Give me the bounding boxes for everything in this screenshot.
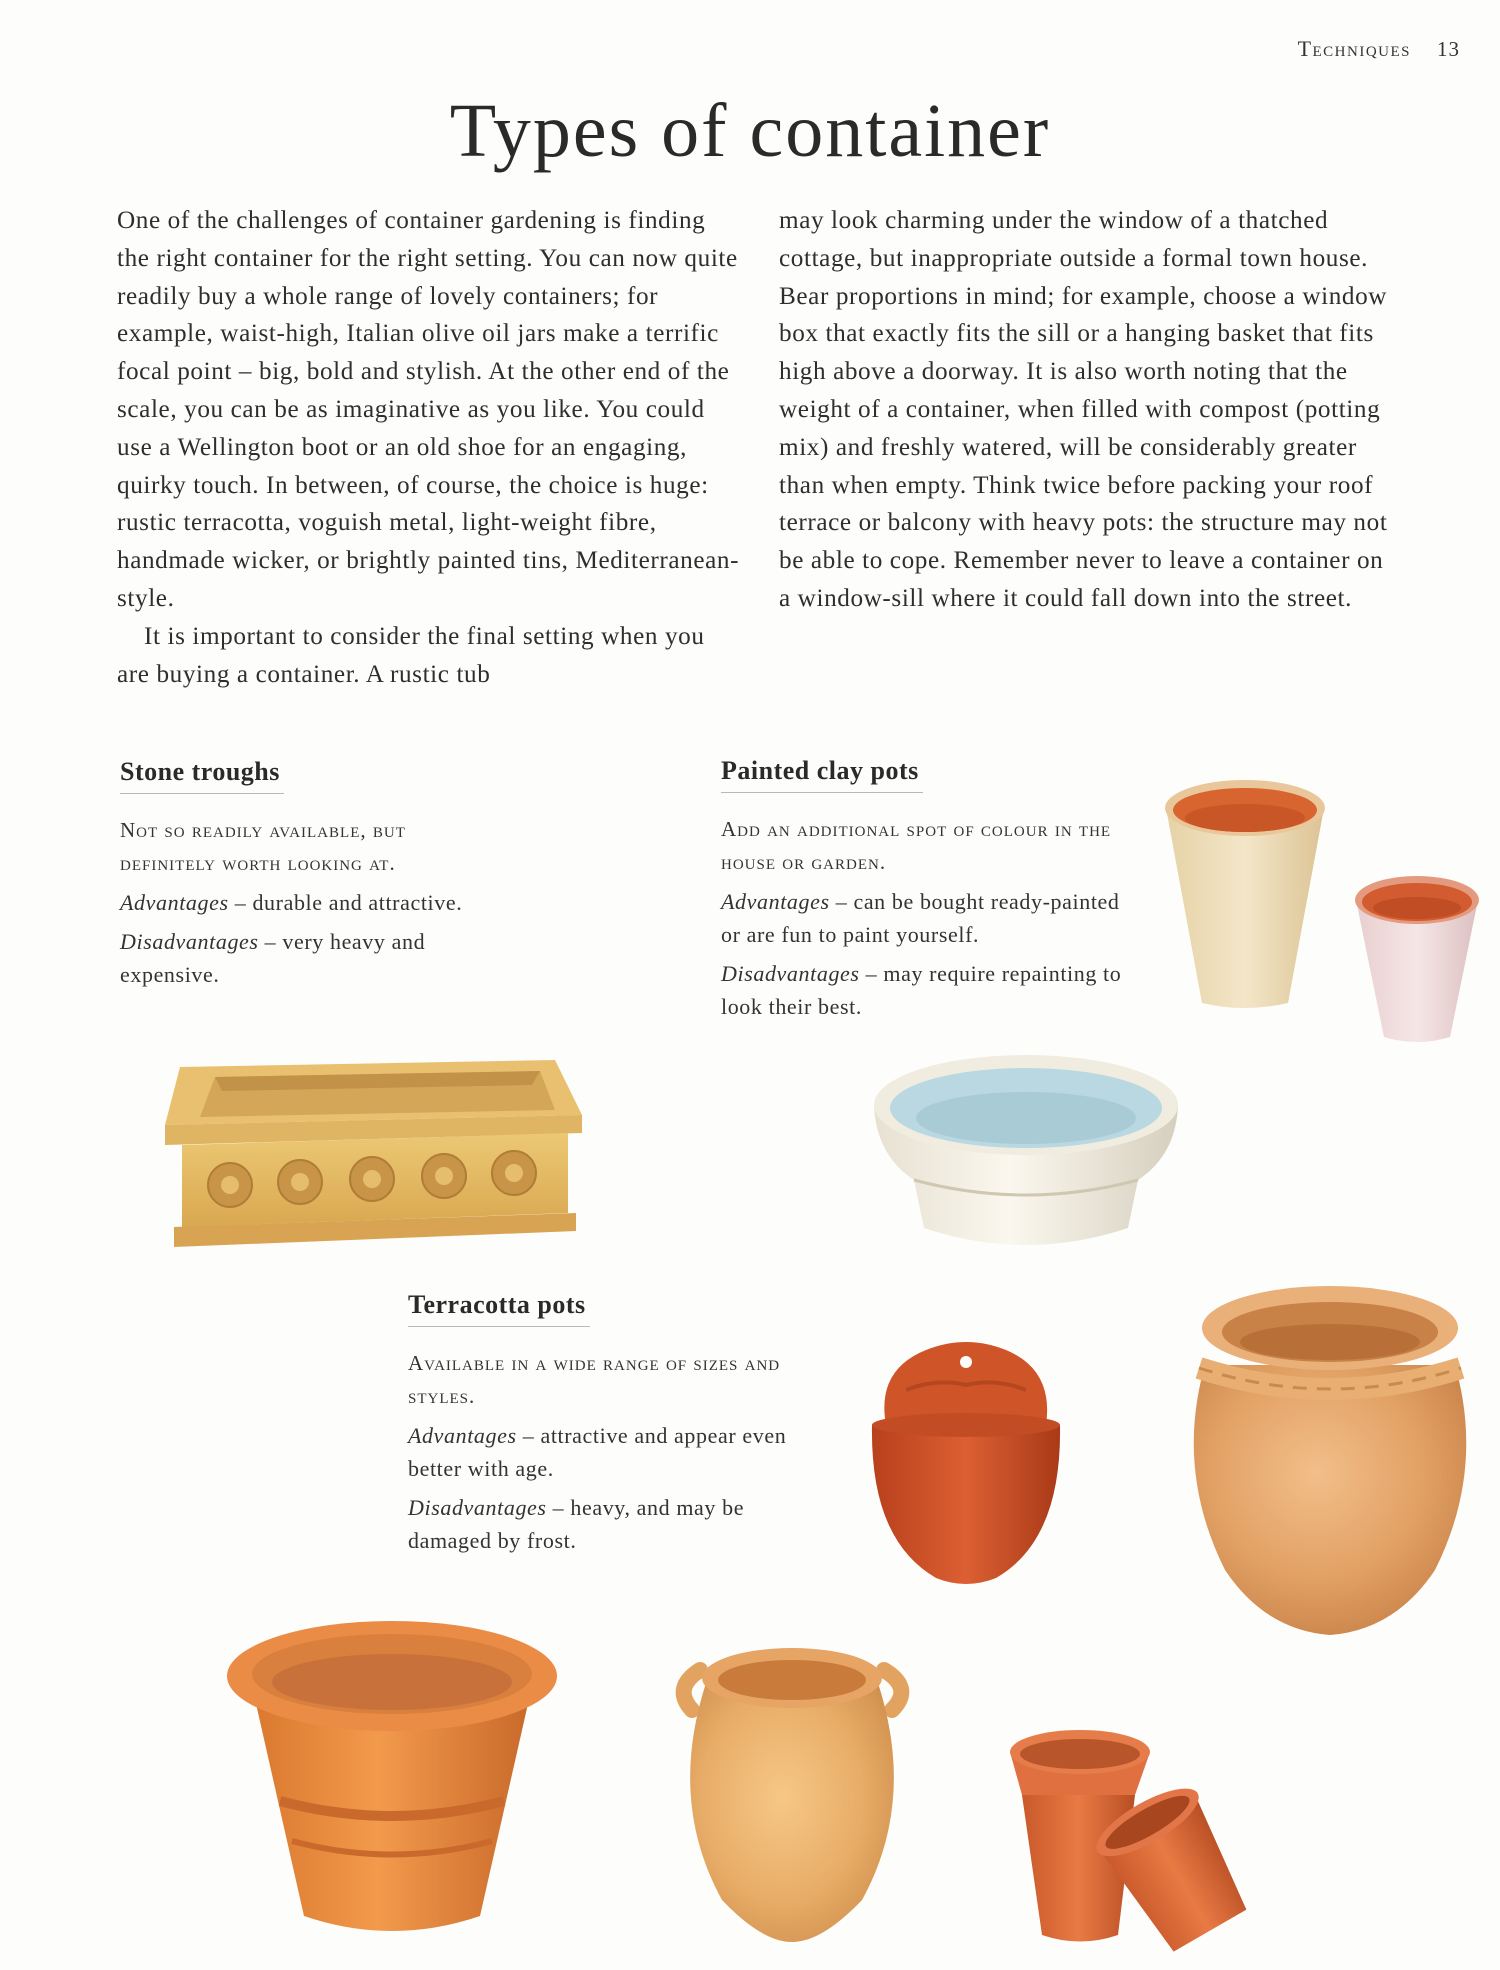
painted-clay-pots-disadvantages [721, 957, 1141, 1023]
disadvantages-label: Disadvantages [721, 961, 860, 986]
painted-clay-pots-section [721, 756, 1141, 1023]
stone-troughs-section [120, 757, 490, 991]
terracotta-pots-section [408, 1290, 828, 1557]
advantages-text: – durable and attractive. [228, 890, 463, 915]
page-title: Types of container [449, 89, 1051, 173]
disadvantages-label: Disadvantages [408, 1495, 547, 1520]
disadvantages-label: Disadvantages [120, 929, 259, 954]
intro-column-2 [779, 202, 1399, 618]
stone-trough-image [160, 1055, 590, 1255]
intro-paragraph-2: It is important to consider the final setting when you are buying a container. A rustic tub [117, 622, 705, 688]
disadvantages-text: – very heavy and expensive. [120, 929, 426, 987]
rope-rim-jar-image [1185, 1270, 1475, 1690]
stone-troughs-title: Stone troughs [120, 757, 284, 794]
section-name: Techniques [1297, 36, 1411, 61]
advantages-text: – can be bought ready-painted or are fun to paint yourself. [721, 889, 1120, 947]
white-blue-bowl-image [866, 1050, 1186, 1255]
large-terracotta-pot-image [222, 1616, 562, 1946]
running-header [1298, 36, 1460, 62]
painted-clay-pots-advantages [721, 885, 1141, 951]
advantages-label: Advantages [120, 890, 229, 915]
disadvantages-text: – may require repainting to look their best. [721, 961, 1122, 1019]
small-flowerpots-image [1000, 1720, 1270, 1955]
painted-clay-pots-intro: Add an additional spot of colour in the house or garden. [721, 817, 1112, 874]
wall-pot-image [866, 1330, 1066, 1590]
disadvantages-text: – heavy, and may be damaged by frost. [408, 1495, 745, 1553]
pink-painted-pot-image [1352, 872, 1482, 1047]
intro-column-1 [117, 202, 742, 693]
painted-clay-pots-title: Painted clay pots [721, 756, 923, 793]
terracotta-pots-disadvantages [408, 1491, 828, 1557]
terracotta-pots-title: Terracotta pots [408, 1290, 590, 1327]
intro-paragraph-1: One of the challenges of container gardening is finding the right container for the right setting. You can now quite readily buy a whole range of lovely containers; for example, waist-high, Italian olive oil jars make a terrific focal point – big, bold and stylish. At the other end of the scale, you can be as imaginative as you like. You could use a Wellington boot or an old shoe for an engaging, quirky touch. In between, of course, the choice is huge: rustic terracotta, voguish metal, light-weight fibre, handmade wicker, or brightly painted tins, Mediterranean-style. [117, 207, 740, 612]
terracotta-pots-advantages [408, 1419, 828, 1485]
advantages-label: Advantages [721, 889, 830, 914]
advantages-text: – attractive and appear even better with age. [408, 1423, 787, 1481]
intro-paragraph-3: may look charming under the window of a thatched cottage, but inappropriate outside a formal town house. Bear proportions in mind; for example, choose a window box that exactly fits the sill or a hanging basket that fits high above a doorway. It is also worth noting that the weight of a container, when filled with compost (potting mix) and freshly watered, will be considerably greater than when empty. Think twice before packing your roof terrace or balcony with heavy pots: the structure may not be able to cope. Remember never to leave a container on a window-sill where it could fall down into the street. [779, 207, 1388, 612]
terracotta-pots-intro: Available in a wide range of sizes and styles. [408, 1351, 781, 1408]
stone-troughs-advantages [120, 886, 490, 919]
advantages-label: Advantages [408, 1423, 517, 1448]
two-handled-jar-image [662, 1630, 922, 1950]
page-number: 13 [1437, 37, 1460, 61]
stone-troughs-intro: Not so readily available, but definitely worth looking at. [120, 818, 406, 875]
stone-troughs-disadvantages [120, 925, 490, 991]
cream-painted-pot-image [1160, 778, 1330, 1013]
